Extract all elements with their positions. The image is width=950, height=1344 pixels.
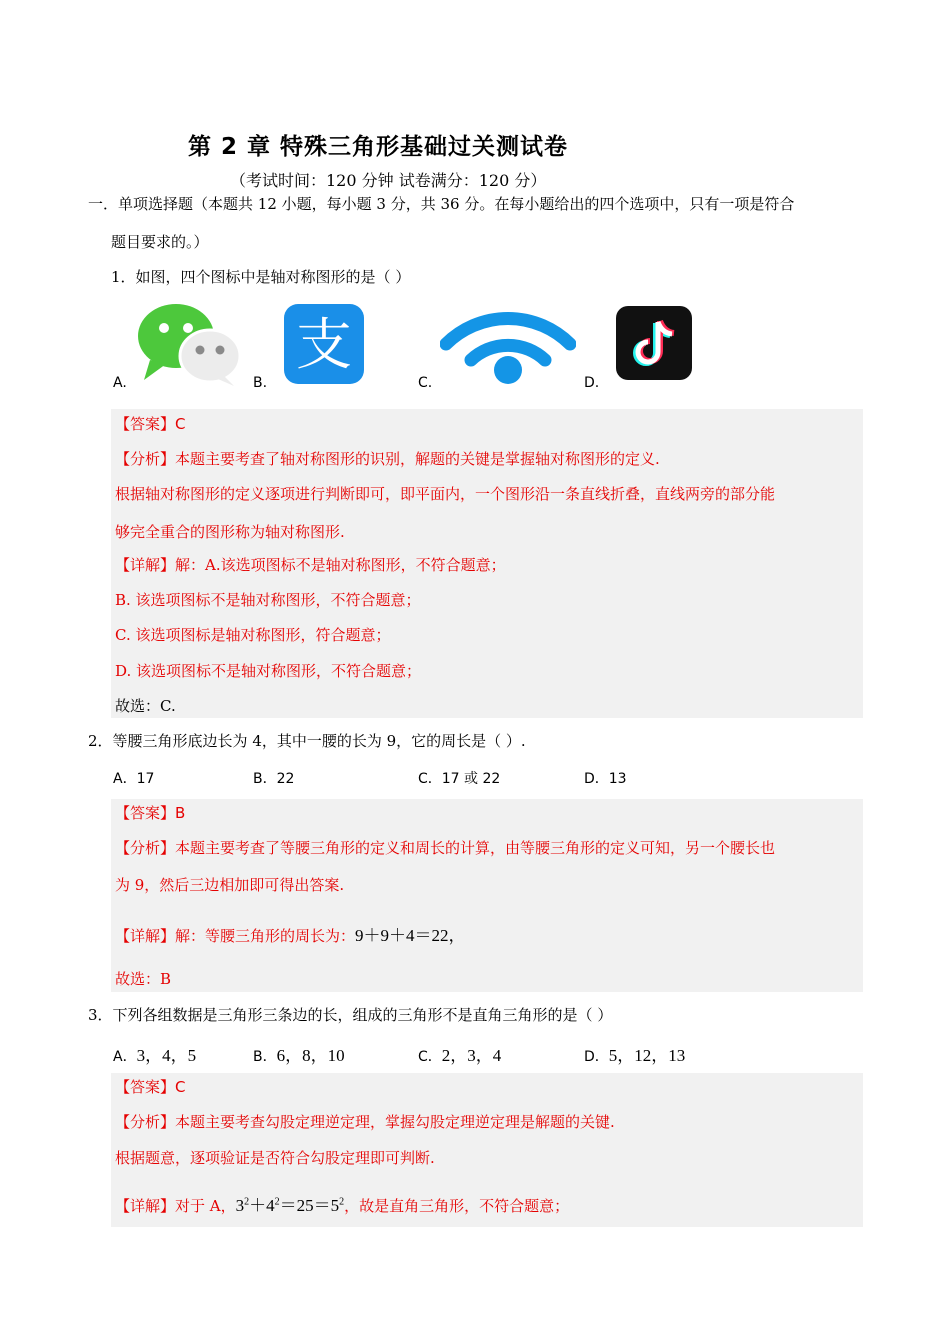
analysis-text: 本题主要考查了等腰三角形的定义和周长的计算，由等腰三角形的定义可知，另一个腰长也 xyxy=(175,839,776,857)
detail-math: 9＋9＋4＝22， xyxy=(355,926,466,945)
q1-option-a-label: A. xyxy=(113,375,127,391)
q1-answer xyxy=(115,413,186,434)
wechat-icon xyxy=(136,302,244,386)
q1-analysis-2: 根据轴对称图形的定义逐项进行判断即可，即平面内，一个图形沿一条直线折叠，直线两旁的部分能 xyxy=(115,485,776,503)
q3-analysis xyxy=(115,1111,615,1132)
q2-answer xyxy=(115,802,185,823)
option-label: D． xyxy=(584,1049,609,1065)
analysis-text: 本题主要考查勾股定理逆定理，掌握勾股定理逆定理是解题的关键. xyxy=(175,1113,615,1131)
q2-conclusion: 故选：B xyxy=(115,970,172,988)
detail-text: 解：等腰三角形的周长为： xyxy=(175,927,356,945)
detail-prefix: 对于 A， xyxy=(175,1197,236,1215)
option-label: C． xyxy=(418,1049,442,1065)
q2-option-a: A．17 xyxy=(113,771,155,787)
tiktok-icon xyxy=(616,306,692,380)
wifi-icon xyxy=(440,298,576,388)
q1-solution-box xyxy=(111,409,863,718)
answer-tag: 【答案】 xyxy=(115,415,176,433)
option-value: 5，12，13 xyxy=(608,1046,686,1065)
q3-option-b xyxy=(253,1041,345,1066)
question-3-stem: 3．下列各组数据是三角形三条边的长，组成的三角形不是直角三角形的是（ ） xyxy=(88,1006,613,1024)
detail-text: 解：A.该选项图标不是轴对称图形，不符合题意； xyxy=(175,556,506,574)
answer-tag: 【答案】 xyxy=(115,804,176,822)
q1-option-b-label: B. xyxy=(253,375,268,391)
q3-solution-box xyxy=(111,1073,863,1227)
alipay-icon xyxy=(284,304,364,384)
q2-option-c: C．17 或 22 xyxy=(418,771,501,787)
detail-tag: 【详解】 xyxy=(115,556,176,574)
analysis-tag: 【分析】 xyxy=(115,450,176,468)
detail-tag: 【详解】 xyxy=(115,927,176,945)
detail-math: $3^2+4^2=25=5^2$ xyxy=(235,1196,345,1215)
q1-option-d-label: D. xyxy=(584,375,600,391)
option-label: B． xyxy=(253,1049,277,1065)
q2-option-d: D．13 xyxy=(584,771,627,787)
q3-option-c xyxy=(418,1041,501,1066)
analysis-tag: 【分析】 xyxy=(115,839,176,857)
q2-detail xyxy=(115,921,466,946)
option-value: 3，4，5 xyxy=(136,1046,197,1065)
option-value: 2，3，4 xyxy=(441,1046,502,1065)
question-2-stem: 2．等腰三角形底边长为 4，其中一腰的长为 9，它的周长是（ ）. xyxy=(88,732,526,750)
answer-value: C xyxy=(175,415,186,433)
page-title: 第 2 章 特殊三角形基础过关测试卷 xyxy=(188,134,569,160)
exam-info: （考试时间：120 分钟 试卷满分：120 分） xyxy=(230,171,547,190)
section-heading: 一．单项选择题（本题共 12 小题，每小题 3 分，共 36 分。在每小题给出的四个选项中，只有一项是符合 xyxy=(88,195,795,213)
detail-suffix: ，故是直角三角形，不符合题意； xyxy=(344,1197,570,1215)
q2-option-b: B．22 xyxy=(253,771,295,787)
q1-analysis-3: 够完全重合的图形称为轴对称图形. xyxy=(115,523,345,541)
answer-value: B xyxy=(175,804,186,822)
option-value: 6，8，10 xyxy=(276,1046,345,1065)
q1-detail-b: B. 该选项图标不是轴对称图形，不符合题意； xyxy=(115,591,421,609)
q3-answer xyxy=(115,1076,186,1097)
option-label: A． xyxy=(113,1049,137,1065)
q3-detail xyxy=(115,1191,569,1216)
analysis-tag: 【分析】 xyxy=(115,1113,176,1131)
q3-option-a xyxy=(113,1041,196,1066)
q1-detail xyxy=(115,554,506,575)
answer-tag: 【答案】 xyxy=(115,1078,176,1096)
q1-detail-d: D. 该选项图标不是轴对称图形，不符合题意； xyxy=(115,662,422,680)
q1-option-c-label: C. xyxy=(418,375,433,391)
q2-analysis-2: 为 9，然后三边相加即可得出答案. xyxy=(115,876,345,894)
q1-detail-c: C. 该选项图标是轴对称图形，符合题意； xyxy=(115,626,391,644)
q2-analysis xyxy=(115,837,775,858)
q1-analysis xyxy=(115,448,660,469)
question-1-stem: 1．如图，四个图标中是轴对称图形的是（ ） xyxy=(111,268,411,286)
detail-tag: 【详解】 xyxy=(115,1197,176,1215)
answer-value: C xyxy=(175,1078,186,1096)
q1-conclusion: 故选：C. xyxy=(115,697,176,715)
q3-analysis-2: 根据题意，逐项验证是否符合勾股定理即可判断. xyxy=(115,1149,435,1167)
q2-solution-box xyxy=(111,799,863,992)
section-heading-cont: 题目要求的。） xyxy=(111,233,209,251)
q3-option-d xyxy=(584,1041,685,1066)
alipay-glyph: 支 xyxy=(296,313,352,378)
analysis-text: 本题主要考查了轴对称图形的识别，解题的关键是掌握轴对称图形的定义. xyxy=(175,450,660,468)
